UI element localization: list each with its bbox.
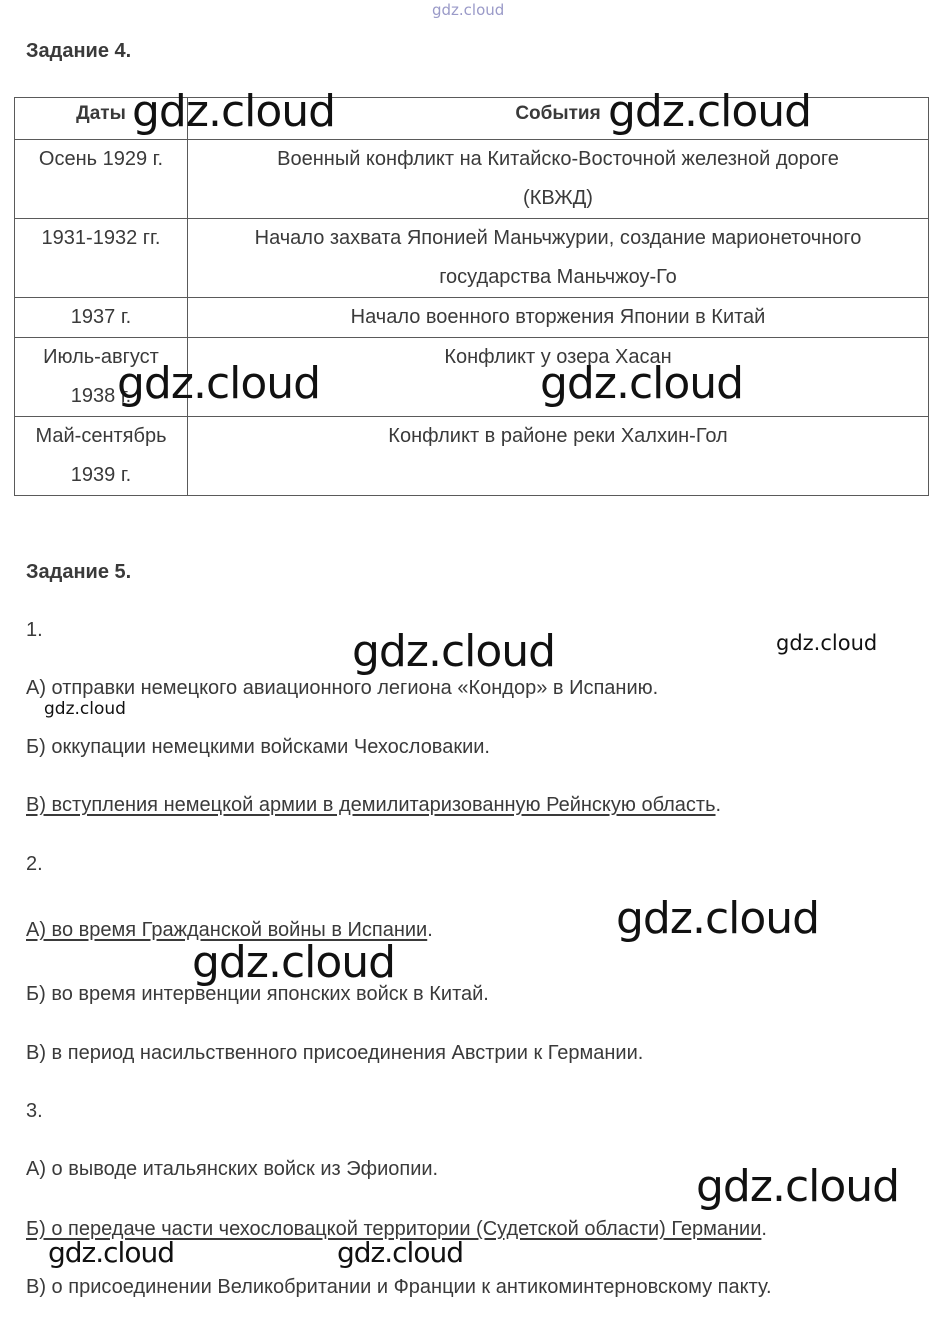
watermark: gdz.cloud: [616, 893, 820, 944]
watermark: gdz.cloud: [352, 626, 556, 677]
table-row: [15, 140, 929, 219]
question-number: 1.: [26, 619, 43, 641]
answer-option: В) о присоединении Великобритании и Франции к антикоминтерновскому пакту.: [26, 1276, 772, 1298]
table-row: [15, 298, 929, 338]
date-cell: [15, 219, 188, 298]
answer-option: Б) во время интервенции японских войск в Китай.: [26, 983, 489, 1005]
header-dates: Даты: [15, 98, 188, 140]
date-line: 1938 г.: [70, 385, 132, 407]
header-events: События: [188, 98, 929, 140]
answer-option: Б) оккупации немецкими войсками Чехословакии.: [26, 736, 490, 758]
events-table: [14, 97, 929, 496]
event-cell: [188, 417, 929, 496]
event-line: государства Маньчжоу-Го: [439, 266, 677, 288]
event-line: Военный конфликт на Китайско-Восточной железной дороге: [277, 148, 839, 170]
underlined-answer: А) во время Гражданской войны в Испании: [26, 919, 428, 941]
watermark: gdz.cloud: [117, 358, 321, 409]
date-cell: [15, 417, 188, 496]
answer-tail: .: [427, 919, 433, 941]
event-line: Начало захвата Японией Маньчжурии, создание марионеточного: [254, 227, 862, 249]
watermark: gdz.cloud: [44, 699, 126, 719]
watermark: gdz.cloud: [192, 937, 396, 988]
watermark: gdz.cloud: [696, 1161, 900, 1212]
event-cell: [188, 298, 929, 338]
table-row: [15, 417, 929, 496]
date-line: 1931-1932 гг.: [41, 227, 161, 249]
question-number: 2.: [26, 853, 43, 875]
event-line: (КВЖД): [523, 187, 593, 209]
date-line: Май-сентябрь: [35, 425, 167, 447]
question-number: 3.: [26, 1100, 43, 1122]
watermark: gdz.cloud: [540, 358, 744, 409]
table-row: [15, 219, 929, 298]
answer-option: А) отправки немецкого авиационного легиона «Кондор» в Испанию.: [26, 677, 659, 699]
underlined-answer: В) вступления немецкой армии в демилитаризованную Рейнскую область: [26, 794, 716, 816]
task5-heading: Задание 5.: [26, 561, 132, 583]
watermark-top: gdz.cloud: [432, 1, 505, 19]
task4-heading: Задание 4.: [26, 40, 132, 62]
event-cell: [188, 219, 929, 298]
date-cell: [15, 298, 188, 338]
date-line: Осень 1929 г.: [38, 148, 164, 170]
answer-option: В) в период насильственного присоединения Австрии к Германии.: [26, 1042, 644, 1064]
watermark: gdz.cloud: [608, 86, 812, 137]
watermark: gdz.cloud: [132, 86, 336, 137]
date-line: Июль-август: [43, 346, 159, 368]
watermark: gdz.cloud: [337, 1236, 463, 1269]
event-line: Конфликт в районе реки Халхин-Гол: [388, 425, 728, 447]
watermark: gdz.cloud: [48, 1236, 174, 1269]
date-line: 1939 г.: [70, 464, 132, 486]
underlined-answer: Б) о передаче части чехословацкой территории (Судетской области) Германии: [26, 1218, 762, 1240]
date-line: 1937 г.: [70, 306, 132, 328]
date-cell: [15, 140, 188, 219]
answer-option-correct: [26, 794, 721, 817]
event-cell: [188, 140, 929, 219]
answer-tail: .: [761, 1218, 767, 1240]
answer-option: А) о выводе итальянских войск из Эфиопии.: [26, 1158, 439, 1180]
event-line: Начало военного вторжения Японии в Китай: [350, 306, 766, 328]
watermark: gdz.cloud: [776, 631, 878, 655]
event-line: Конфликт у озера Хасан: [444, 346, 672, 368]
answer-tail: .: [715, 794, 722, 816]
